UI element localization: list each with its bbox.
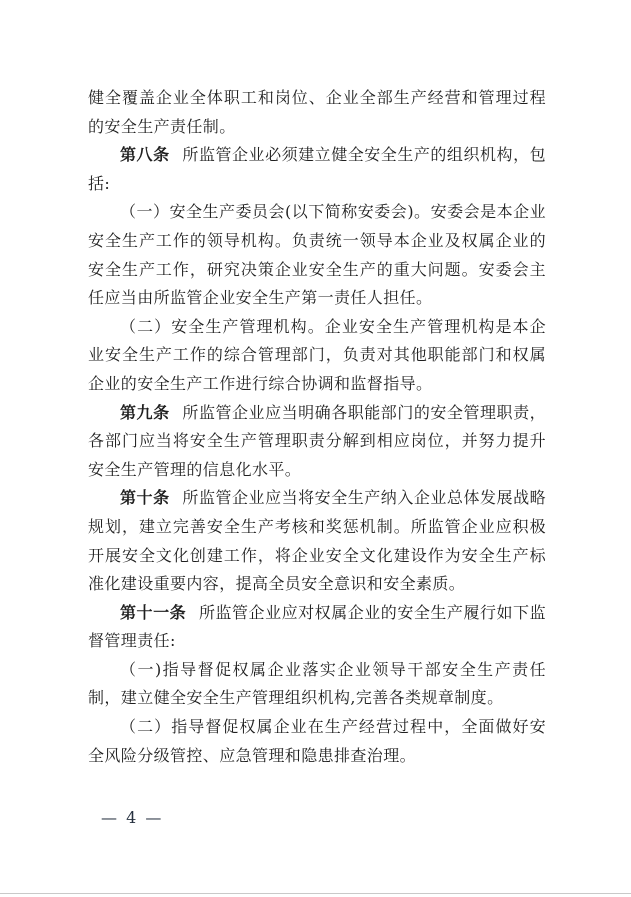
paragraph-text: （一）安全生产委员会(以下简称安委会)。安委会是本企业安全生产工作的领导机构。负责统一领导本企业及权属企业的安全生产工作，研究决策企业安全生产的重大问题。安委会主任应当由所监管企业安全生产第一责任人担任。 — [88, 202, 546, 308]
paragraph-text: （二）安全生产管理机构。企业安全生产管理机构是本企业安全生产工作的综合管理部门，负责对其他职能部门和权属企业的安全生产工作进行综合协调和监督指导。 — [88, 316, 546, 393]
paragraph-continuation — [88, 84, 546, 141]
paragraph-text: 所监管企业必须建立健全安全生产的组织机构，包括: — [88, 145, 546, 193]
article-number: 第十一条 — [120, 602, 187, 622]
paragraph-article-11 — [88, 599, 546, 656]
paragraph-text: 所监管企业应当明确各职能部门的安全管理职责，各部门应当将安全生产管理职责分解到相应岗位，并努力提升安全生产管理的信息化水平。 — [88, 402, 546, 479]
page-bottom-edge-line — [0, 893, 631, 894]
document-page — [88, 84, 546, 770]
paragraph-text: （一)指导督促权属企业落实企业领导干部安全生产责任制，建立健全安全生产管理组织机构,完善各类规章制度。 — [88, 659, 546, 708]
paragraph-text: 健全覆盖企业全体职工和岗位、企业全部生产经营和管理过程的安全生产责任制。 — [88, 88, 546, 136]
paragraph-duty-1 — [88, 656, 546, 713]
paragraph-item-1 — [88, 198, 546, 312]
paragraph-item-2 — [88, 313, 546, 399]
article-number: 第八条 — [120, 145, 170, 165]
paragraph-article-10 — [88, 484, 546, 598]
page-number: — 4 — — [101, 808, 164, 827]
paragraph-article-9 — [88, 399, 546, 485]
paragraph-text: 所监管企业应对权属企业的安全生产履行如下监督管理责任: — [88, 602, 546, 651]
paragraph-article-8 — [88, 141, 546, 198]
article-number: 第十条 — [120, 488, 170, 508]
paragraph-duty-2 — [88, 713, 546, 770]
paragraph-text: （二）指导督促权属企业在生产经营过程中，全面做好安全风险分级管控、应急管理和隐患排查治理。 — [88, 717, 546, 765]
paragraph-text: 所监管企业应当将安全生产纳入企业总体发展战略规划，建立完善安全生产考核和奖惩机制。所监管企业应积极开展安全文化创建工作，将企业安全文化建设作为安全生产标准化建设重要内容，提高全员安全意识和安全素质。 — [88, 488, 546, 594]
article-number: 第九条 — [120, 402, 170, 422]
